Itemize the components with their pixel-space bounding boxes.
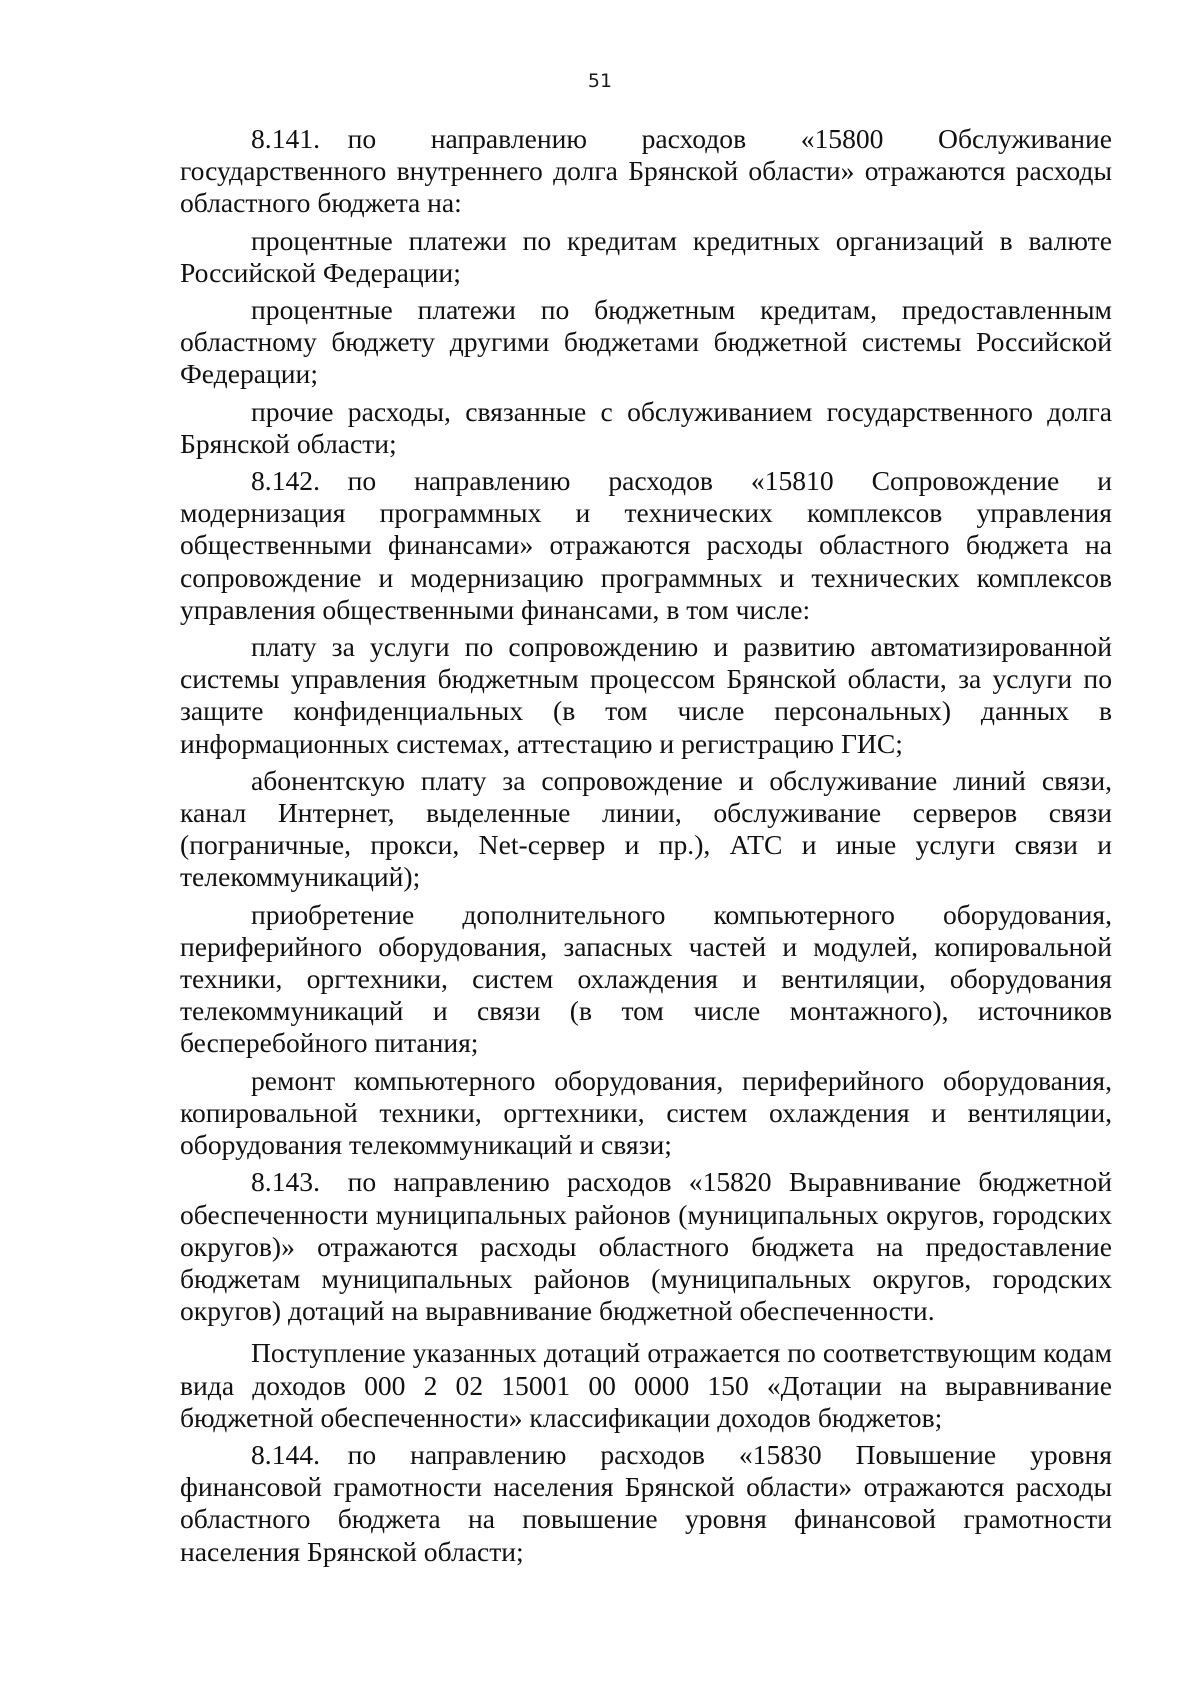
paragraph-interest-credit-orgs: процентные платежи по кредитам кредитных организаций в валюте Российской Федерации; <box>180 224 1112 288</box>
paragraph-8-141: 8.141. по направлению расходов «15800 Обслуживание государственного внутреннего долга Брянской области» отражаются расходы областного бюджета на: <box>180 123 1112 219</box>
paragraph-equipment-purchase: приобретение дополнительного компьютерного оборудования, периферийного оборудования, запасных частей и модулей, копировальной техники, оргтехники, систем охлаждения и вентиляции, оборудования телекоммуникаций и связи (в том числе монтажного), источников бесперебойного питания; <box>180 898 1112 1059</box>
page-number: 51 <box>587 70 613 92</box>
paragraph-automation-services: плату за услуги по сопровождению и развитию автоматизированной системы управления бюджетным процессом Брянской области, за услуги по защите конфиденциальных (в том числе персональных) данных в информационных системах, аттестацию и регистрацию ГИС; <box>180 631 1112 759</box>
paragraph-other-debt-expenses: прочие расходы, связанные с обслуживанием государственного долга Брянской области; <box>180 395 1112 459</box>
paragraph-equipment-repair: ремонт компьютерного оборудования, периферийного оборудования, копировальной техники, оргтехники, систем охлаждения и вентиляции, оборудования телекоммуникаций и связи; <box>180 1064 1112 1161</box>
paragraph-8-142: 8.142. по направлению расходов «15810 Сопровождение и модернизация программных и технических комплексов управления общественными финансами» отражаются расходы областного бюджета на сопровождение и модернизацию программных и технических комплексов управления общественными финансами, в том числе: <box>180 465 1112 625</box>
paragraph-subsidies-receipt: Поступление указанных дотаций отражается по соответствующим кодам вида доходов 000 2 02 15001 00 0000 150 «Дотации на выравнивание бюджетной обеспеченности» классификации доходов бюджетов; <box>180 1337 1112 1433</box>
paragraph-8-144: 8.144. по направлению расходов «15830 Повышение уровня финансовой грамотности населения Брянской области» отражаются расходы областного бюджета на повышение уровня финансовой грамотности населения Брянской области; <box>180 1438 1112 1567</box>
paragraph-8-143: 8.143. по направлению расходов «15820 Выравнивание бюджетной обеспеченности муниципальных районов (муниципальных округов, городских округов)» отражаются расходы областного бюджета на предоставление бюджетам муниципальных районов (муниципальных округов, городских округов) дотаций на выравнивание бюджетной обеспеченности. <box>180 1166 1112 1327</box>
paragraph-interest-budget-credits: процентные платежи по бюджетным кредитам, предоставленным областному бюджету другими бюджетами бюджетной системы Российской Федерации; <box>180 294 1112 390</box>
paragraph-subscription-fee: абонентскую плату за сопровождение и обслуживание линий связи, канал Интернет, выделенные линии, обслуживание серверов связи (пограничные, прокси, Net-сервер и пр.), АТС и иные услуги связи и телекоммуникаций); <box>180 764 1112 893</box>
document-body <box>180 123 1112 1568</box>
